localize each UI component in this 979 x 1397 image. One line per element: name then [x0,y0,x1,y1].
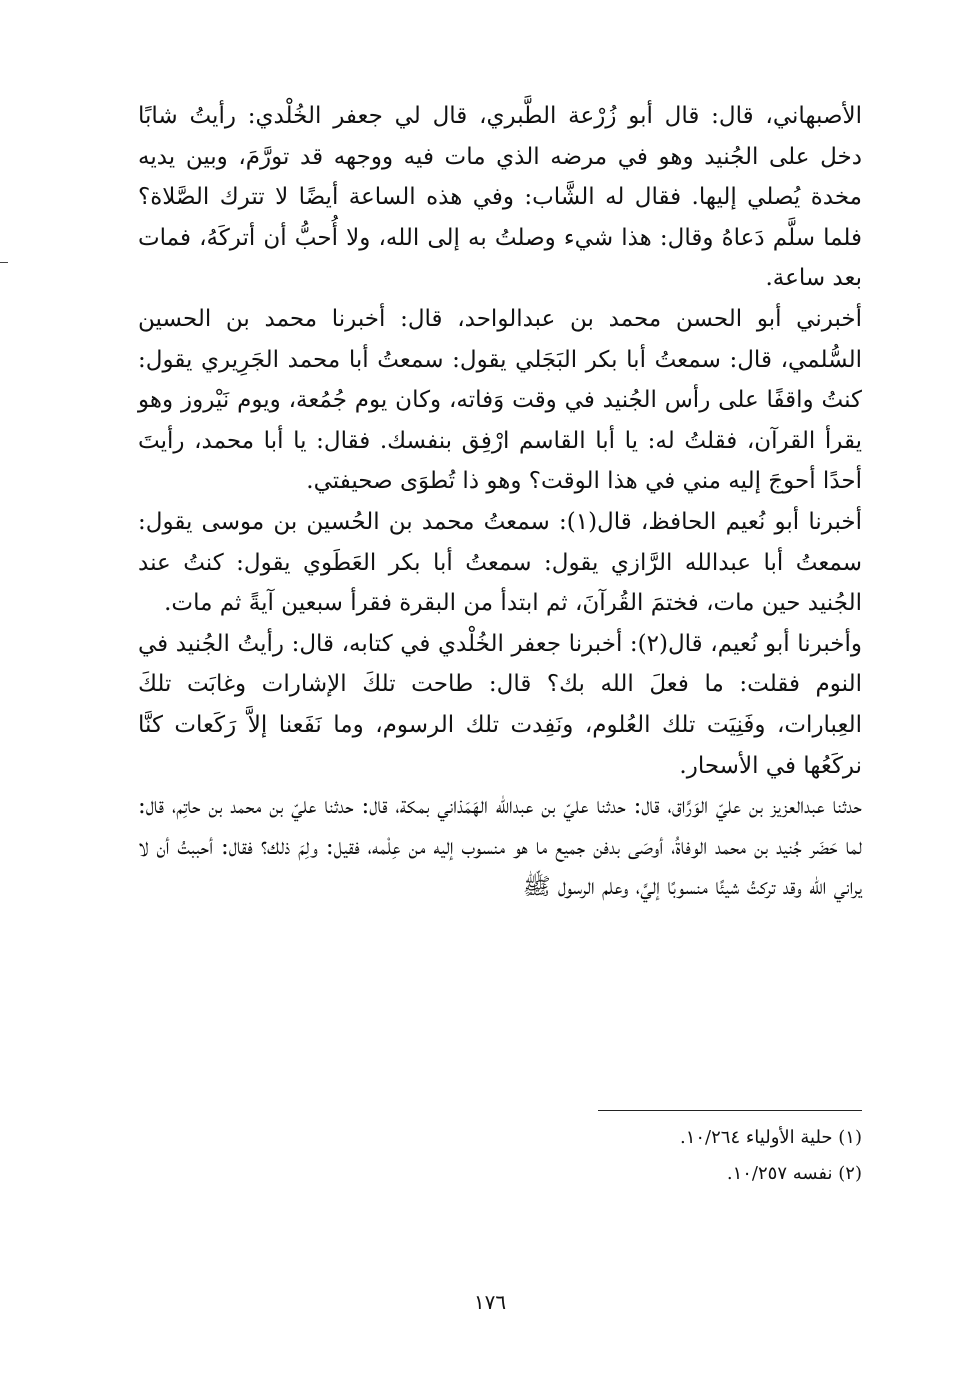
footnote-1: (١) حلية الأولياء ١٠/٢٦٤. [679,1127,862,1148]
paragraph-5: حدثنا عبدالعزيز بن عليّ الوَرَّاق، قال: حدثنا عليّ بن عبدالله الهَمَذاني بمكة، قال: حدثنا عليّ بن محمد بن حاتِم، قال: لما حَضَر جُنيد بن محمد الوفاةُ، أوصَى بدفن جميع ما هو منسوب إليه من عِلْمه، فقيل: ولِمَ ذلك؟ فقال: أحببتُ أن لا يراني الله وقد تركتُ شيئًا منسوبًا إليَّ، وعلم الرسول ﷺ [138,793,862,901]
paragraph-2: أخبرني أبو الحسن محمد بن عبدالواحد، قال: أخبرنا محمد بن الحسين السُّلمي، قال: سمعتُ أبا بكر البَجَلي يقول: سمعتُ أبا محمد الجَرِيري يقول: كنتُ واقفًا على رأس الجُنيد في وقت وَفاته، وكان يوم جُمُعة، ويوم نَيْروز وهو يقرأ القرآن، فقلتُ له: يا أبا القاسم ارْفِق بنفسك. فقال: يا أبا محمد، رأيتَ أحدًا أحوجَ إليه مني في هذا الوقت؟ وهو ذا تُطوَى صحيفتي. [138,305,862,495]
footnote-2: (٢) نفسه ١٠/٢٥٧. [726,1163,862,1184]
paragraph-1: الأصبهاني، قال: قال أبو زُرْعة الطَّبري، قال لي جعفر الخُلْدي: رأيتُ شابًا دخل على الجُنيد وهو في مرضه الذي مات فيه ووجهه قد تورَّمَ، وبين يديه مخدة يُصلي إليها. فقال له الشَّاب: وفي هذه الساعة أيضًا لا تترك الصَّلاة؟ فلما سلَّم دَعاهُ وقال: هذا شيء وصلتُ به إلى الله، ولا أُحبُّ أن أتركَهُ، فمات بعد ساعة. [138,103,862,292]
footnotes [460,1120,862,1192]
margin-tick [0,262,8,263]
paragraph-3: أخبرنا أبو نُعيم الحافظ، قال(١): سمعتُ محمد بن الحُسين بن موسى يقول: سمعتُ أبا عبدالله الرَّازي يقول: سمعتُ أبا بكر العَطَوي يقول: كنتُ عند الجُنيد حين مات، فختمَ القُرآنَ، ثم ابتدأ من البقرة فقرأ سبعين آيةً ثم مات. [138,508,862,617]
page-number: ١٧٦ [473,1290,507,1314]
main-text [138,96,862,908]
paragraph-4: وأخبرنا أبو نُعيم، قال(٢): أخبرنا جعفر الخُلْدي في كتابه، قال: رأيتُ الجُنيد في النوم فقلت: ما فعلَ الله بك؟ قال: طاحت تلكَ الإشارات وغابَت تلكَ العِبارات، وفَنِيَت تلك العُلوم، ونَفِدت تلك الرسوم، وما نَفَعنا إلاَّ رَكَعات كنَّا نركَعُها في الأسحار. [138,630,862,779]
footnote-divider [598,1110,862,1111]
